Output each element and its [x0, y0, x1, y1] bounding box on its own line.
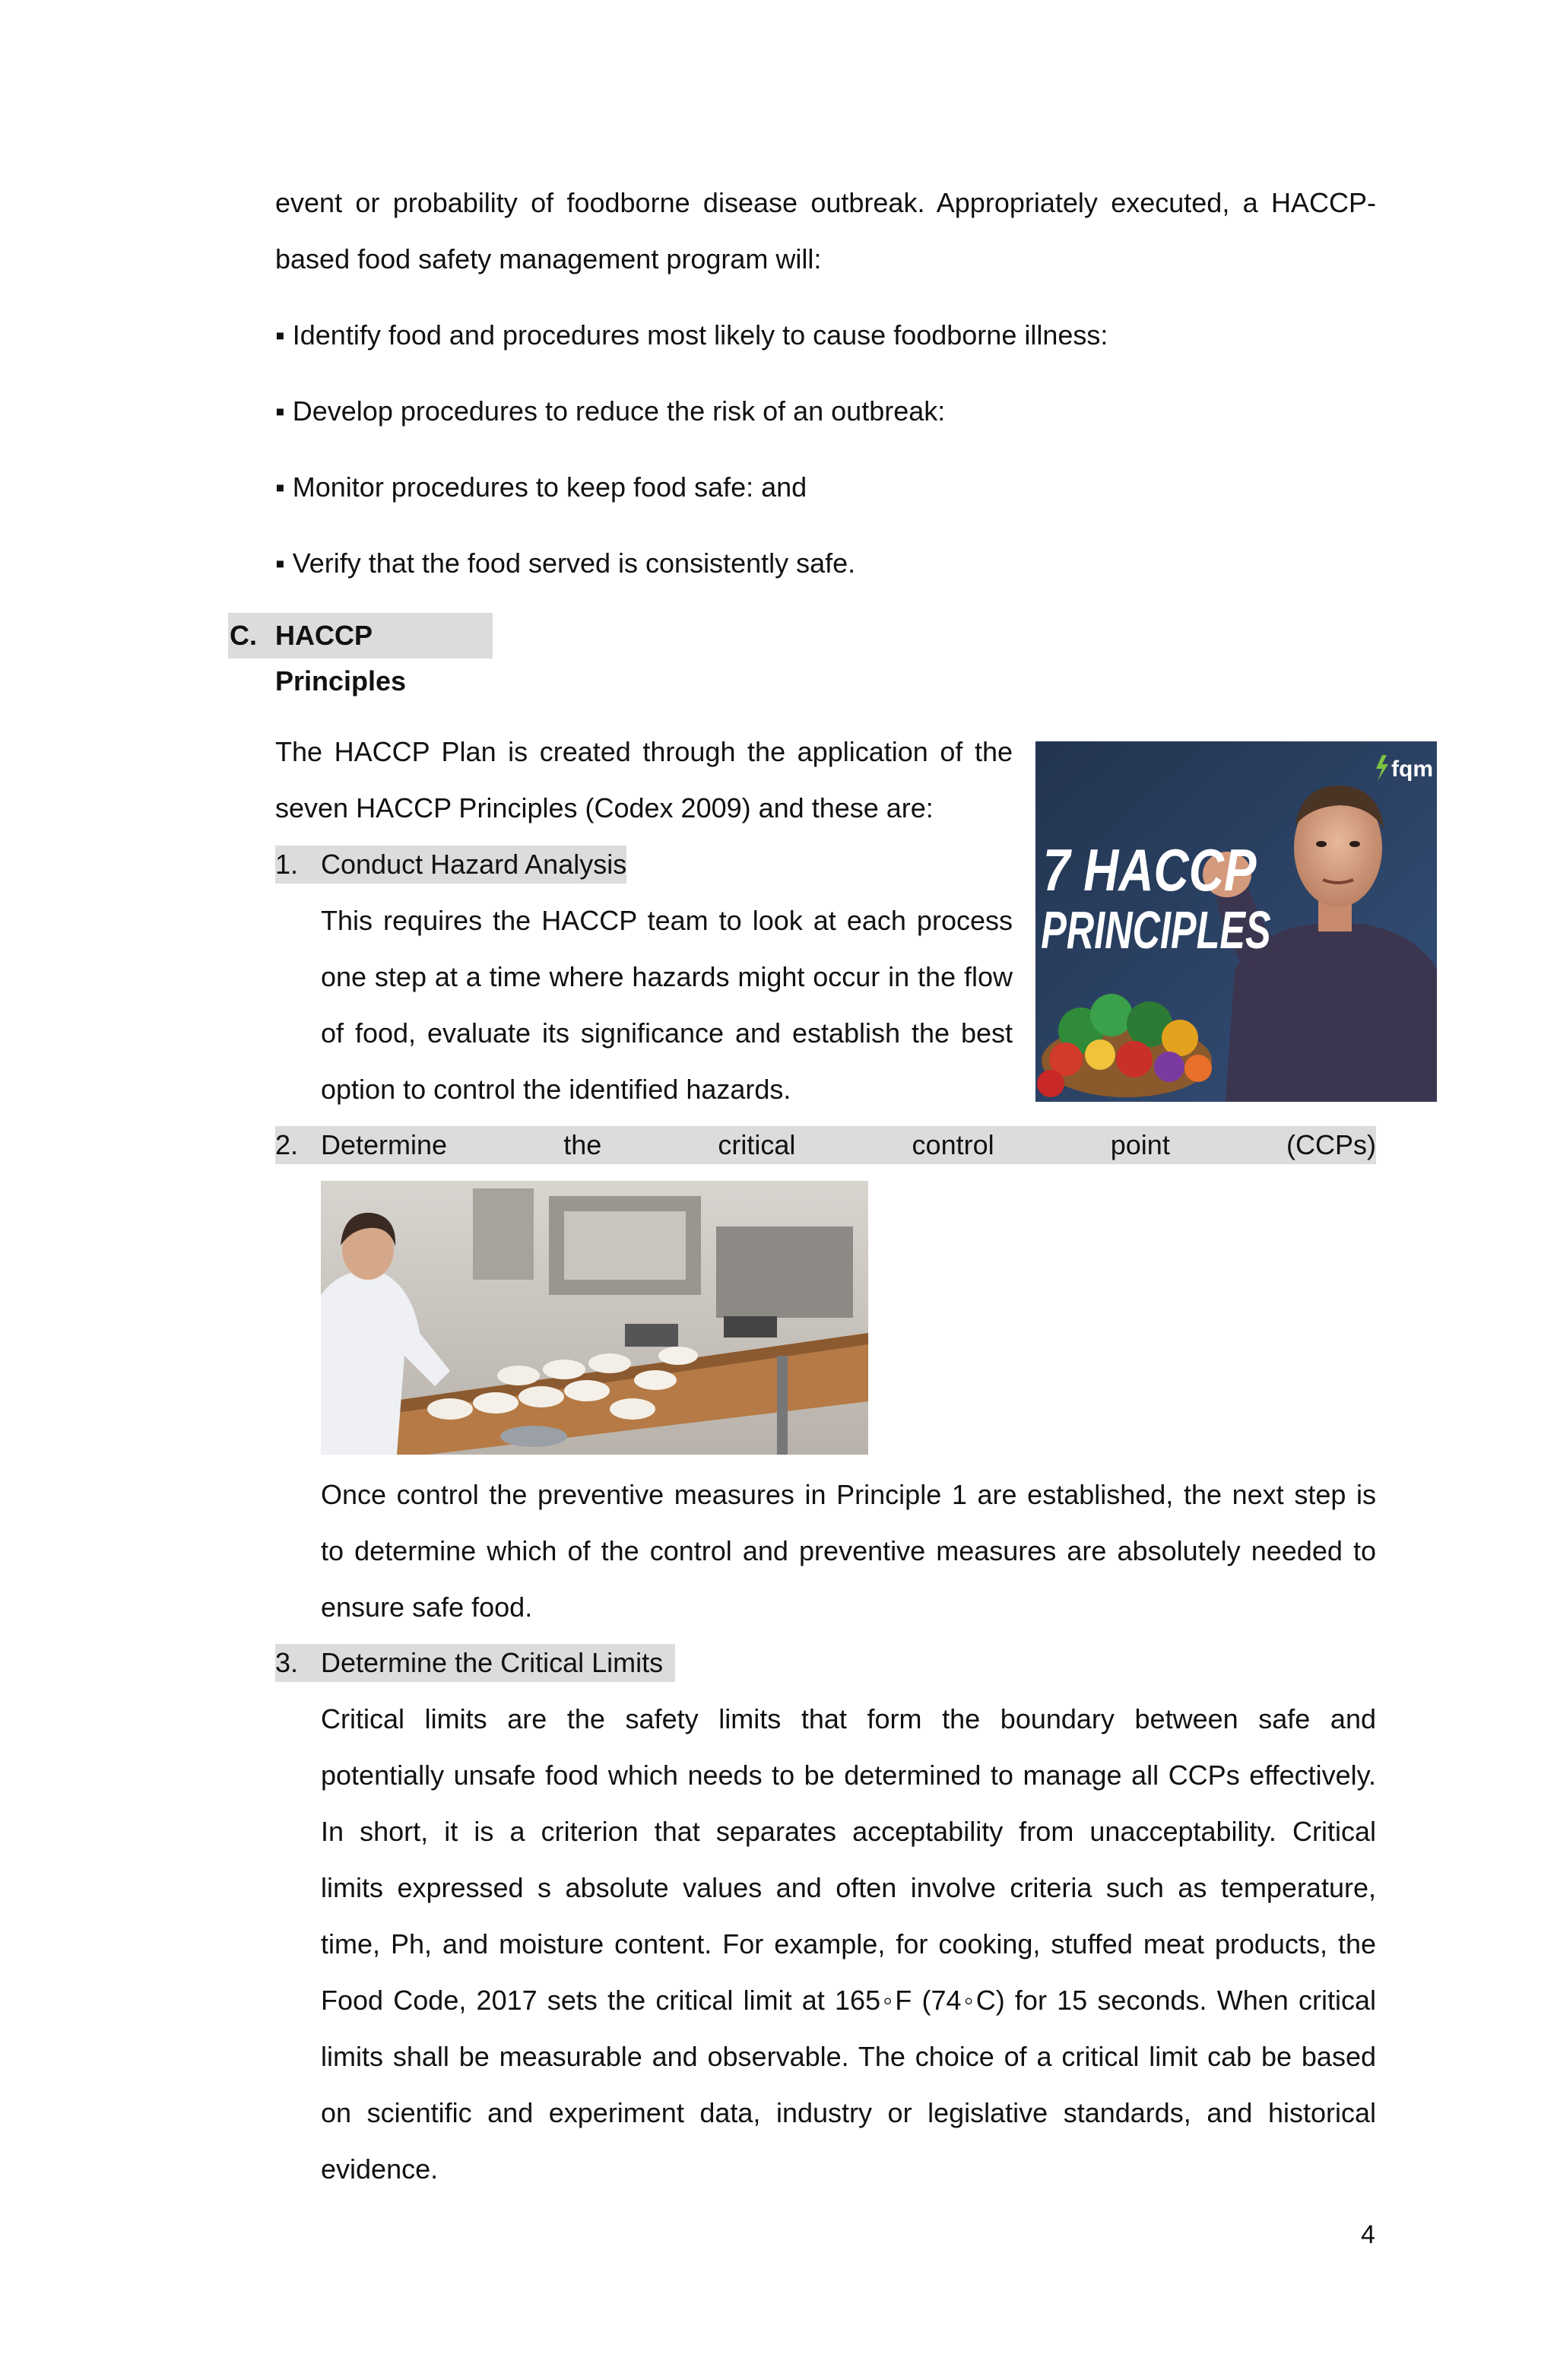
principle-title-word: critical [718, 1129, 796, 1160]
principle-title: Conduct Hazard Analysis [321, 849, 627, 880]
haccp-principles-image [1035, 741, 1437, 1102]
section-heading [228, 613, 493, 697]
bullet-item: ▪ Develop procedures to reduce the risk of an outbreak: [275, 395, 946, 427]
plan-intro-line: seven HACCP Principles (Codex 2009) and these are: [275, 792, 934, 823]
section-title: HACCP Principles [275, 620, 407, 697]
principle-3-line: limits expressed s absolute values and often involve criteria such as temperature, [321, 1872, 1376, 1903]
principle-3-heading [275, 1644, 675, 1682]
principle-title-word: (CCPs) [1286, 1129, 1376, 1160]
principle-3-line: on scientific and experiment data, industry or legislative standards, and historical [321, 2097, 1376, 2128]
principle-number: 1. [275, 849, 299, 880]
principle-1-line: option to control the identified hazards. [321, 1074, 791, 1105]
intro-line-2: based food safety management program will: [275, 243, 822, 274]
section-letter: C. [230, 620, 257, 651]
plan-intro-line: The HACCP Plan is created through the application of the [275, 736, 1013, 767]
principle-number: 3. [275, 1647, 299, 1678]
principle-3-line: potentially unsafe food which needs to be determined to manage all CCPs effectively. [321, 1760, 1376, 1791]
principle-3-line: In short, it is a criterion that separates acceptability from unacceptability. Critical [321, 1816, 1376, 1847]
bullet-item: ▪ Monitor procedures to keep food safe: and [275, 471, 807, 503]
principle-1-line: of food, evaluate its significance and establish the best [321, 1017, 1013, 1049]
page-number: 4 [1361, 2220, 1375, 2249]
intro-line-1: event or probability of foodborne disease outbreak. Appropriately executed, a HACCP- [275, 187, 1376, 218]
image-headline-2: PRINCIPLES [1041, 900, 1271, 960]
image-logo: fqm [1391, 757, 1433, 782]
haccp-principles-graphic [1035, 741, 1437, 1102]
principle-3-line: limits shall be measurable and observable. The choice of a critical limit cab be based [321, 2041, 1376, 2072]
principle-1-line: This requires the HACCP team to look at each process [321, 905, 1013, 936]
principle-3-line: Food Code, 2017 sets the critical limit at 165◦F (74◦C) for 15 seconds. When critical [321, 1985, 1376, 2016]
principle-1-heading [275, 846, 626, 884]
bullet-item: ▪ Verify that the food served is consistently safe. [275, 547, 856, 579]
principle-title-word: the [563, 1129, 602, 1160]
principle-2-heading [275, 1126, 1376, 1164]
principle-title-word: point [1110, 1129, 1170, 1160]
principle-3-line: evidence. [321, 2153, 439, 2185]
principle-title-word: control [912, 1129, 994, 1160]
bakery-graphic [321, 1181, 868, 1455]
principle-2-line: Once control the preventive measures in Principle 1 are established, the next step is [321, 1479, 1376, 1510]
principle-3-line: time, Ph, and moisture content. For example, for cooking, stuffed meat products, the [321, 1928, 1376, 1960]
principle-title: Determine the Critical Limits [321, 1647, 664, 1678]
principle-title-word: Determine [321, 1129, 448, 1160]
principle-number: 2. [275, 1129, 299, 1160]
bullet-item: ▪ Identify food and procedures most likely to cause foodborne illness: [275, 319, 1108, 351]
bakery-photo [321, 1181, 868, 1455]
image-headline-1: 7 HACCP [1042, 837, 1257, 904]
principle-title [321, 1126, 1376, 1164]
principle-2-line: ensure safe food. [321, 1591, 533, 1623]
principle-2-line: to determine which of the control and preventive measures are absolutely needed to [321, 1535, 1376, 1566]
principle-1-line: one step at a time where hazards might occur in the flow [321, 961, 1013, 992]
principle-3-line: Critical limits are the safety limits that form the boundary between safe and [321, 1703, 1376, 1734]
